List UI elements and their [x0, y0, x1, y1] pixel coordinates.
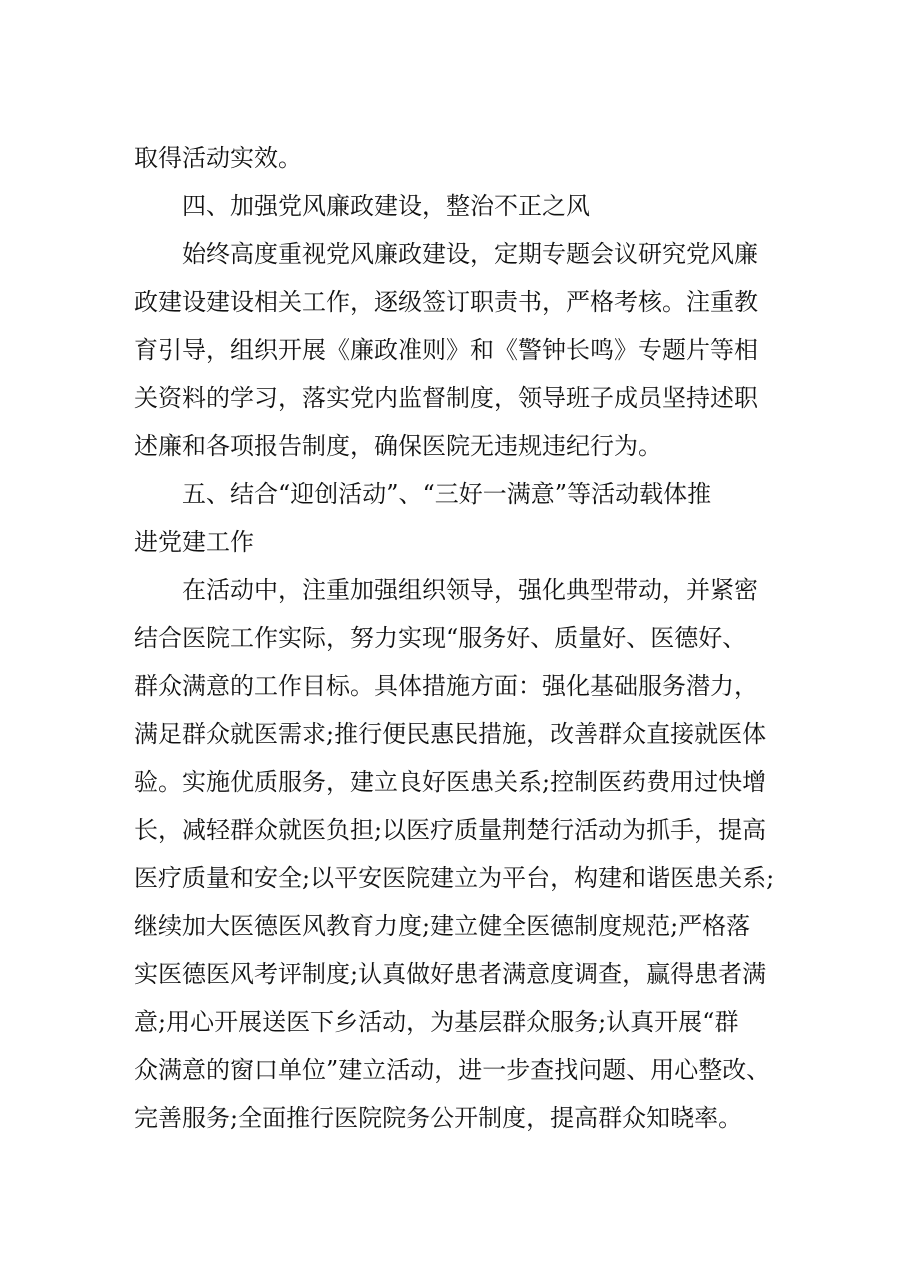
paragraph-line: 关资料的学习，落实党内监督制度，领导班子成员坚持述职 — [134, 384, 758, 412]
paragraph-line: 验。实施优质服务，建立良好医患关系;控制医药费用过快增 — [134, 768, 767, 796]
paragraph-line: 在活动中，注重加强组织领导，强化典型带动，并紧密 — [182, 576, 758, 604]
paragraph-line: 育引导，组织开展《廉政准则》和《警钟长鸣》专题片等相 — [134, 336, 758, 364]
paragraph-line: 长，减轻群众就医负担;以医疗质量荆楚行活动为抓手，提高 — [134, 816, 767, 844]
paragraph-line: 政建设建设相关工作，逐级签订职责书，严格考核。注重教 — [134, 288, 758, 316]
paragraph-line: 继续加大医德医风教育力度;建立健全医德制度规范;严格落 — [134, 912, 751, 940]
paragraph-line: 满足群众就医需求;推行便民惠民措施，改善群众直接就医体 — [134, 720, 767, 748]
paragraph-line: 述廉和各项报告制度，确保医院无违规违纪行为。 — [134, 432, 662, 460]
paragraph-line: 意;用心开展送医下乡活动，为基层群众服务;认真开展“群 — [134, 1008, 739, 1036]
section-heading-5-cont: 进党建工作 — [134, 528, 254, 556]
paragraph-line: 医疗质量和安全;以平安医院建立为平台，构建和谐医患关系; — [134, 864, 775, 892]
paragraph-line: 众满意的窗口单位”建立活动，进一步查找问题、用心整改、 — [134, 1056, 771, 1084]
paragraph-line: 取得活动实效。 — [134, 144, 302, 172]
paragraph-line: 结合医院工作实际，努力实现“服务好、质量好、医德好、 — [134, 624, 747, 652]
section-heading-5: 五、结合“迎创活动”、“三好一满意”等活动载体推 — [182, 480, 712, 508]
paragraph-line: 实医德医风考评制度;认真做好患者满意度调查，赢得患者满 — [134, 960, 767, 988]
paragraph-line: 完善服务;全面推行医院院务公开制度，提高群众知晓率。 — [134, 1104, 743, 1132]
paragraph-line: 始终高度重视党风廉政建设，定期专题会议研究党风廉 — [182, 240, 758, 268]
section-heading-4: 四、加强党风廉政建设，整治不正之风 — [182, 192, 590, 220]
paragraph-line: 群众满意的工作目标。具体措施方面：强化基础服务潜力， — [134, 672, 758, 700]
